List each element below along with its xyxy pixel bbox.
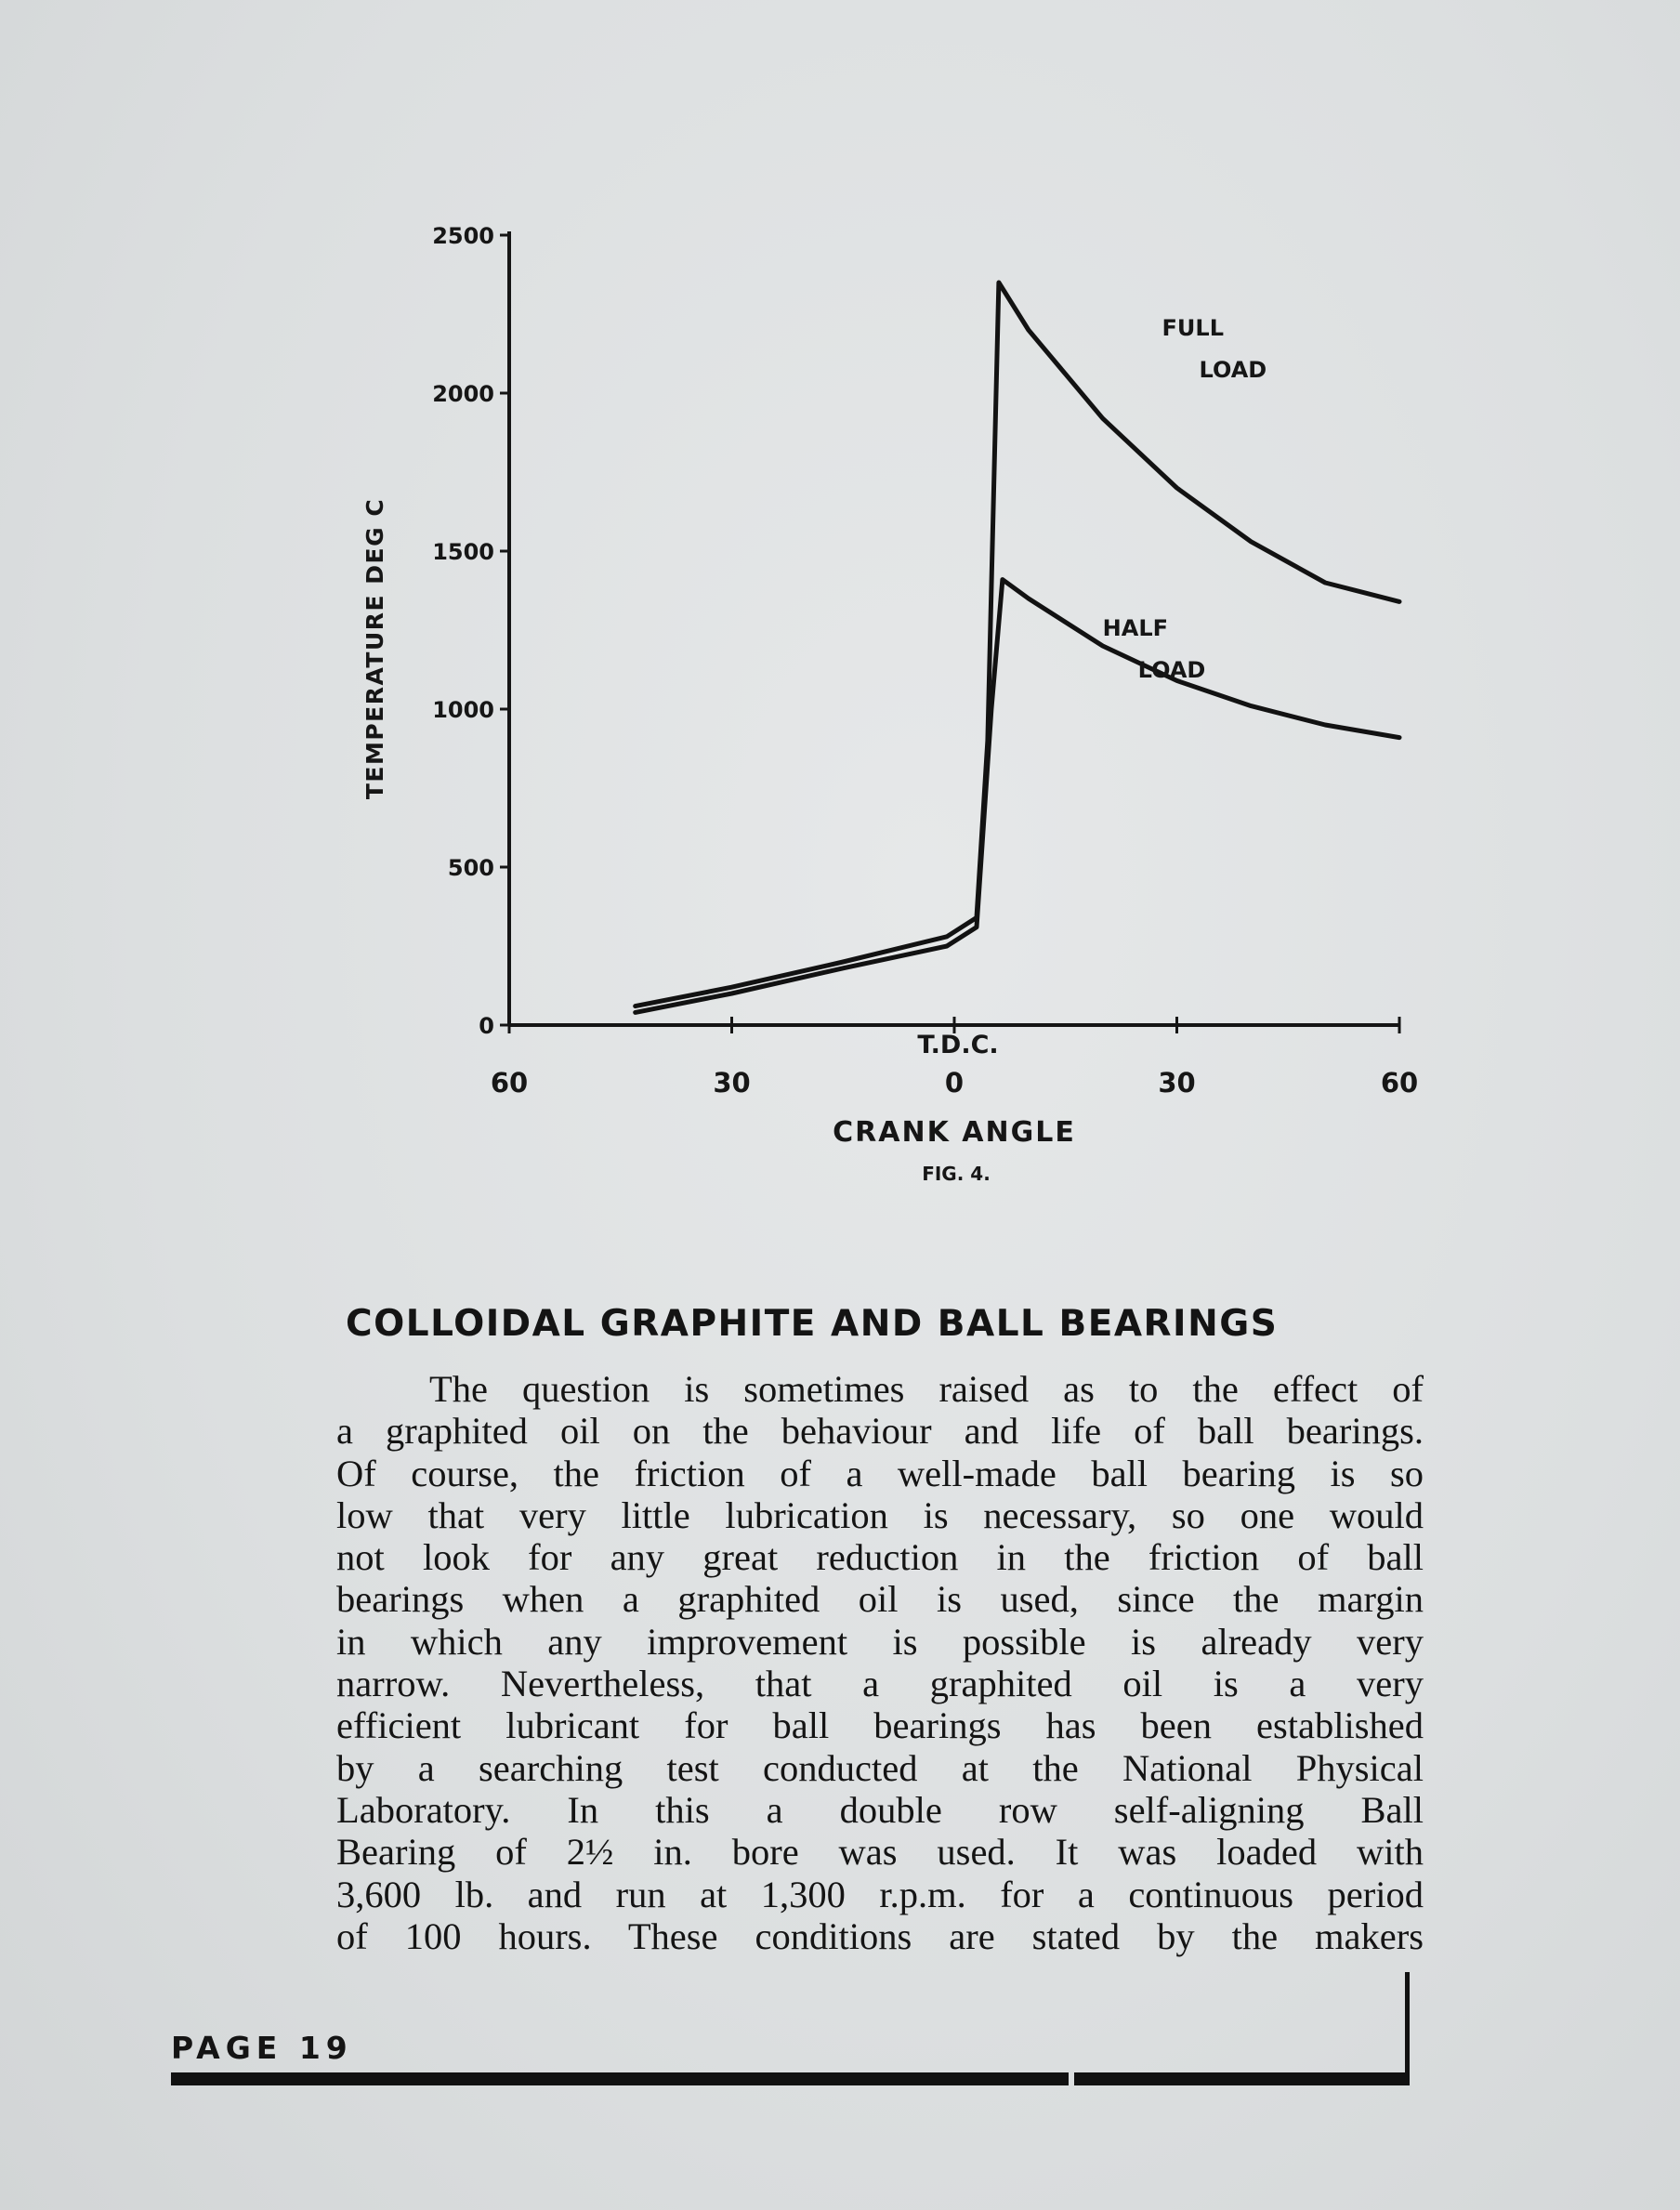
half-load-curve [636,580,1399,1013]
page-number: PAGE 19 [171,2030,353,2066]
full-load-label: LOAD [1199,357,1267,383]
x-tick-label: 60 [1380,1067,1419,1098]
body-line: low that very little lubrication is necessary, so one would [336,1493,1424,1536]
half-load-label: LOAD [1137,657,1206,683]
right-margin-rule [1405,1972,1410,2076]
body-line: bearings when a graphited oil is used, since the margin [336,1578,1424,1621]
y-tick-label: 2000 [432,381,494,407]
body-line: a graphited oil on the behaviour and life of ball bearings. [336,1410,1424,1453]
x-axis-title: CRANK ANGLE [833,1116,1076,1149]
figure-caption: FIG. 4. [922,1163,991,1185]
body-line: narrow. Nevertheless, that a graphited oil is a very [336,1663,1424,1705]
body-line: efficient lubricant for ball bearings has been established [336,1704,1424,1747]
full-load-curve [636,283,1399,1006]
body-line: Laboratory. In this a double row self-aligning Ball [336,1788,1424,1831]
footer-rule-right [1074,2072,1410,2085]
y-tick-label: 2500 [432,223,494,249]
x-tick-label: 60 [490,1067,529,1098]
body-paragraph [336,1368,1424,1957]
x-tick-label: 30 [713,1067,751,1098]
tdc-label: T.D.C. [917,1031,999,1059]
body-line: Of course, the friction of a well-made ball bearing is so [336,1452,1424,1494]
body-line: The question is sometimes raised as to the effect of [429,1368,1424,1410]
body-line: not look for any great reduction in the friction of ball [336,1536,1424,1579]
half-load-label: HALF [1102,615,1169,641]
x-tick-label: 0 [944,1067,965,1098]
y-tick-label: 1000 [432,697,494,723]
section-heading: COLLOIDAL GRAPHITE AND BALL BEARINGS [346,1303,1279,1345]
body-line: of 100 hours. These conditions are stated by the makers [336,1914,1424,1957]
body-line: Bearing of 2½ in. bore was used. It was loaded with [336,1831,1424,1874]
y-tick-label: 1500 [432,539,494,565]
body-line: in which any improvement is possible is already very [336,1620,1424,1663]
y-tick-label: 0 [479,1013,494,1039]
full-load-label: FULL [1162,315,1225,341]
y-tick-label: 500 [447,855,494,881]
y-axis-title: TEMPERATURE DEG C [361,497,388,800]
x-tick-label: 30 [1158,1067,1196,1098]
body-line: 3,600 lb. and run at 1,300 r.p.m. for a continuous period [336,1873,1424,1915]
body-line: by a searching test conducted at the National Physical [336,1746,1424,1789]
footer-rule-left [171,2072,1069,2085]
